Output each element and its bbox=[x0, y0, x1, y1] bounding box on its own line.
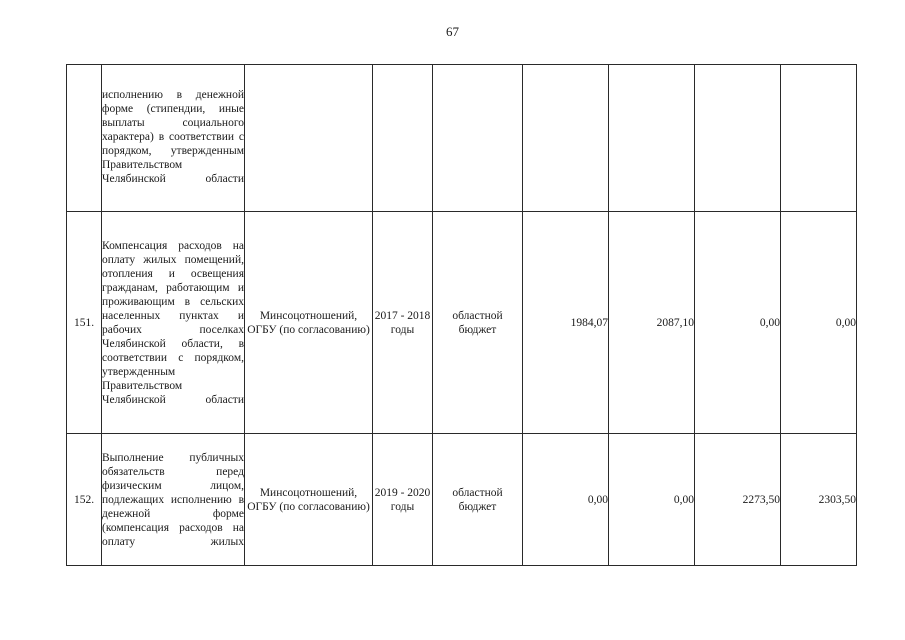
period-cell bbox=[373, 65, 433, 212]
value-cell-4 bbox=[781, 65, 857, 212]
page-number: 67 bbox=[446, 24, 459, 39]
measure-description: Выполнение публичных обязательств перед физическим лицом, подлежащих исполнению в денежной форме (компенсация расходов на оплату жилых bbox=[102, 434, 245, 566]
value-cell-3: 0,00 bbox=[695, 212, 781, 434]
value-cell-2 bbox=[609, 65, 695, 212]
period-cell: 2019 - 2020 годы bbox=[373, 434, 433, 566]
value-cell-4: 0,00 bbox=[781, 212, 857, 434]
funding-source-cell bbox=[433, 65, 523, 212]
value-cell-1: 0,00 bbox=[523, 434, 609, 566]
measure-description: исполнению в денежной форме (стипендии, иные выплаты социального характера) в соответствии с порядком, утвержденным Правительством Челябинской области bbox=[102, 65, 245, 212]
row-number: 152. bbox=[67, 434, 102, 566]
executor-cell: Минсоцотношений, ОГБУ (по согласованию) bbox=[245, 212, 373, 434]
executor-cell bbox=[245, 65, 373, 212]
measures-table bbox=[66, 64, 857, 566]
value-cell-4: 2303,50 bbox=[781, 434, 857, 566]
row-number bbox=[67, 65, 102, 212]
table-row-continuation bbox=[67, 65, 857, 212]
measure-description: Компенсация расходов на оплату жилых помещений, отопления и освещения гражданам, работающим и проживающим в сельских населенных пунктах и рабочих поселках Челябинской области, в соответствии с порядком, утвержденным Правительством Челябинской области bbox=[102, 212, 245, 434]
executor-cell: Минсоцотношений, ОГБУ (по согласованию) bbox=[245, 434, 373, 566]
value-cell-1 bbox=[523, 65, 609, 212]
value-cell-3: 2273,50 bbox=[695, 434, 781, 566]
table-row-151 bbox=[67, 212, 857, 434]
value-cell-2: 0,00 bbox=[609, 434, 695, 566]
value-cell-1: 1984,07 bbox=[523, 212, 609, 434]
value-cell-3 bbox=[695, 65, 781, 212]
funding-source-cell: областной бюджет bbox=[433, 434, 523, 566]
table-row-152 bbox=[67, 434, 857, 566]
period-cell: 2017 - 2018 годы bbox=[373, 212, 433, 434]
row-number: 151. bbox=[67, 212, 102, 434]
funding-source-cell: областной бюджет bbox=[433, 212, 523, 434]
value-cell-2: 2087,10 bbox=[609, 212, 695, 434]
